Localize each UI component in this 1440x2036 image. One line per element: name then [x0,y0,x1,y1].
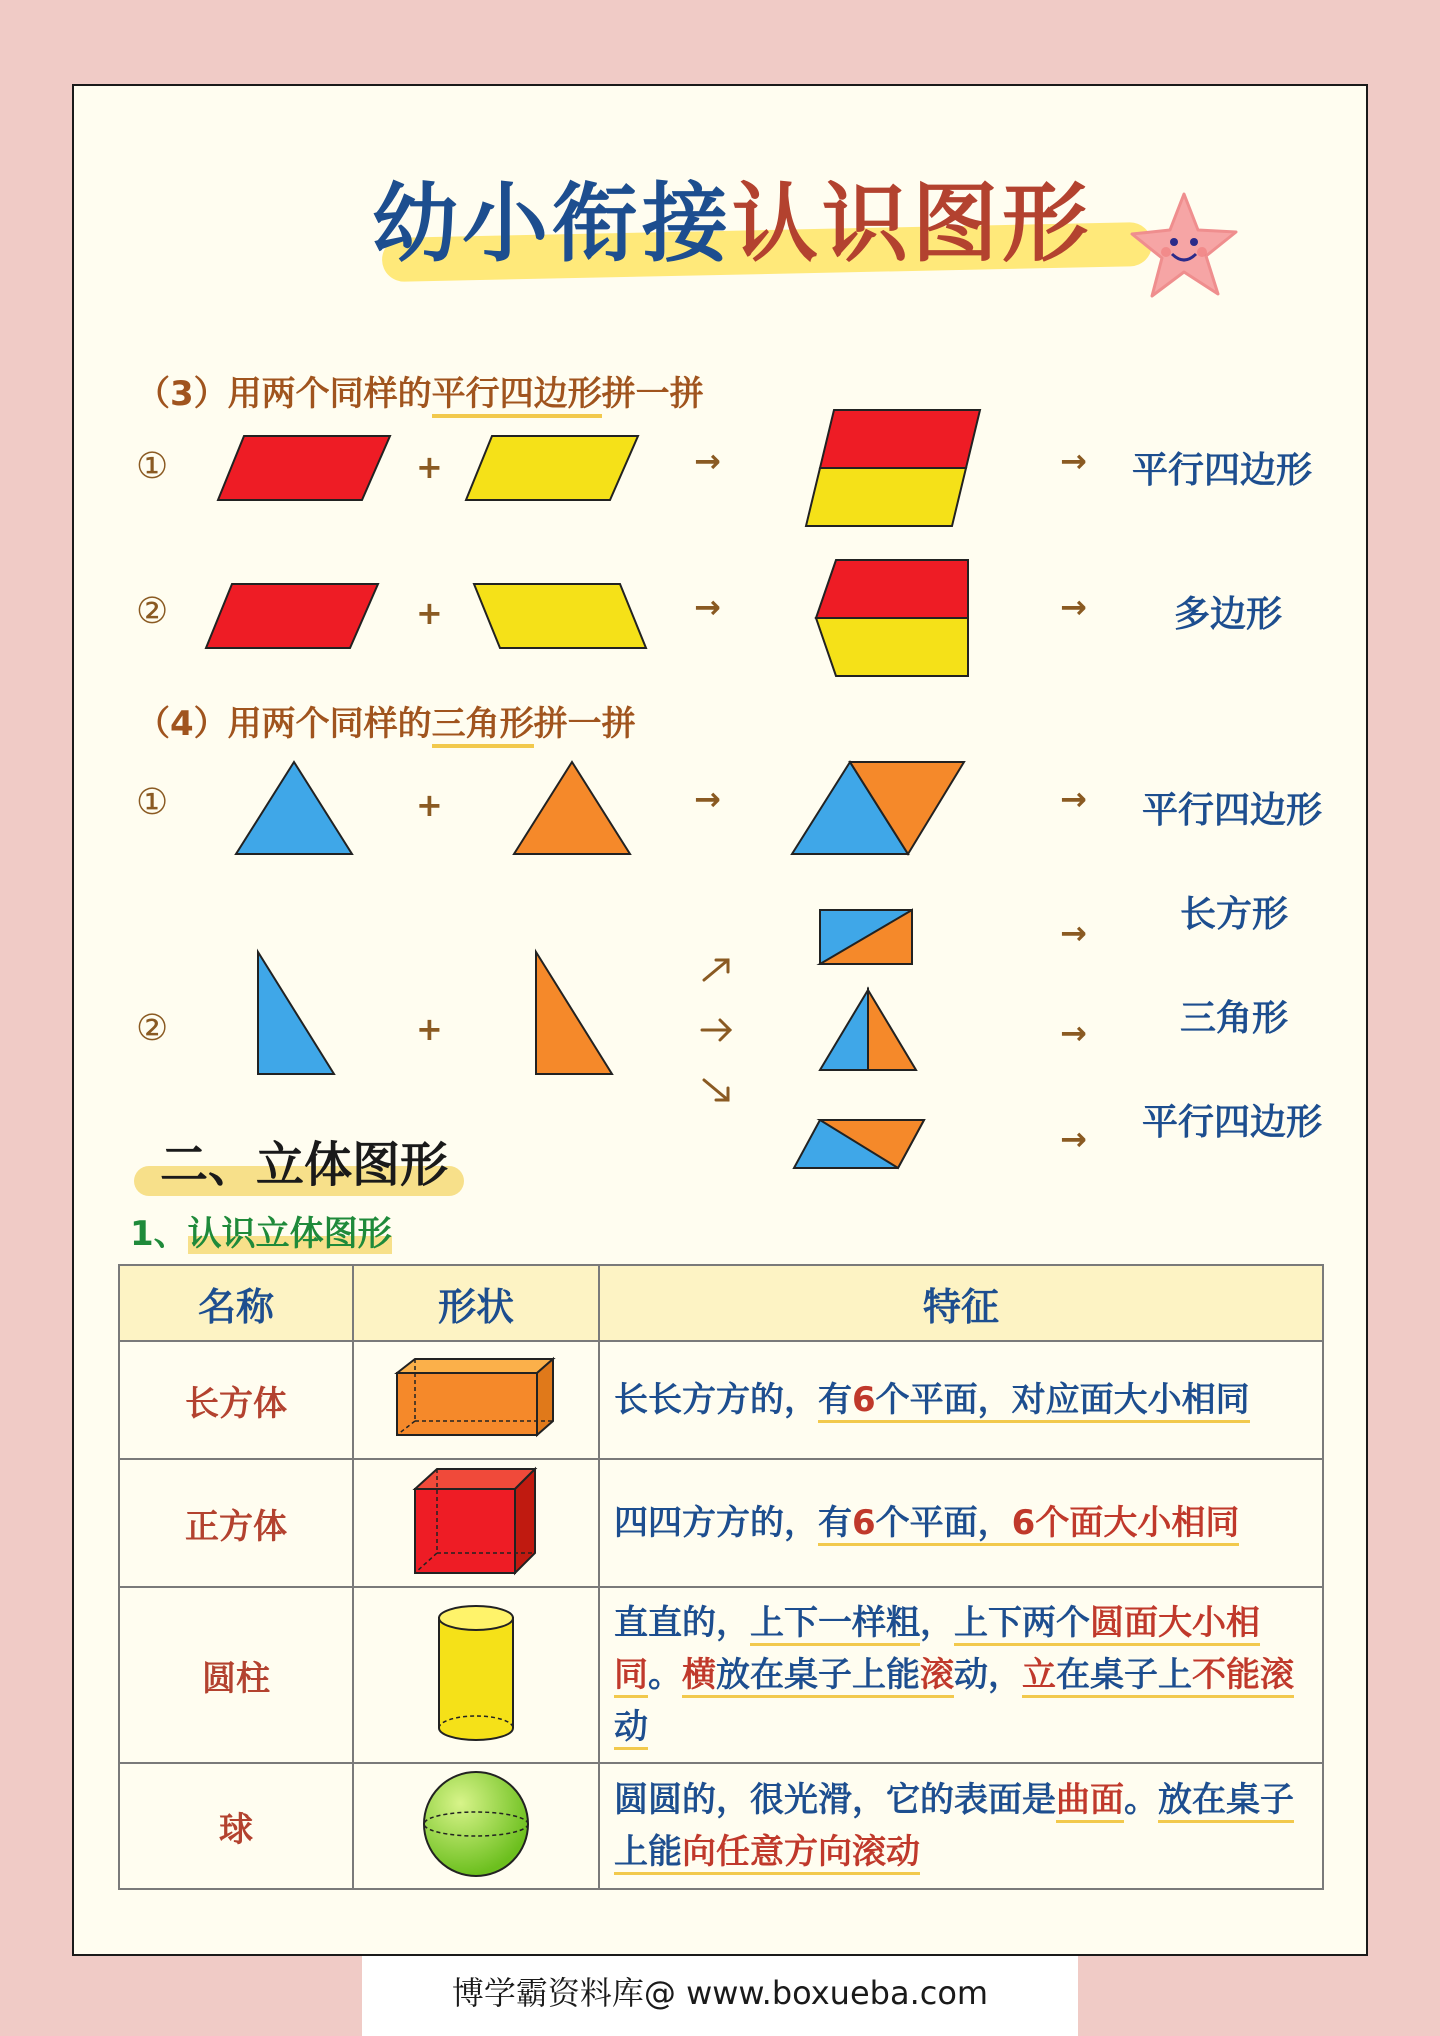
arrow: → [1060,1014,1087,1052]
arrow: → [1060,1120,1087,1158]
table-row [119,1763,1323,1889]
orange-right-triangle [532,948,616,1078]
arrow: → [1060,914,1087,952]
table-row [119,1587,1323,1763]
result-label: 多边形 [1174,594,1283,635]
cuboid-icon [391,1355,561,1441]
shape-name: 圆柱 [119,1587,353,1763]
branch-arrows-icon [698,950,738,1110]
arrow: → [1060,780,1087,818]
table-row [119,1341,1323,1459]
yellow-parallelogram [462,432,642,504]
arrow: → [694,780,721,818]
result-label: 长方形 [1180,894,1289,935]
sphere-icon [416,1768,536,1880]
header-feature: 特征 [599,1265,1323,1341]
header-shape: 形状 [353,1265,599,1341]
solid-shapes-table [118,1264,1324,1890]
feature-text: 直直的，上下一样粗，上下两个圆面大小相同。横放在桌子上能滚动，立在桌子上不能滚动 [599,1587,1323,1763]
feature-text: 长长方方的，有6个平面，对应面大小相同 [599,1341,1323,1459]
blue-right-triangle [254,948,338,1078]
table-header-row [119,1265,1323,1341]
red-parallelogram [214,432,394,504]
row-number: ① [136,782,169,823]
combined-polygon [814,556,974,680]
plus-sign: + [416,786,443,824]
blue-triangle [232,758,356,858]
title-part2: 认识图形 [732,174,1092,274]
plus-sign: + [416,448,443,486]
section4-heading: （4）用两个同样的三角形拼一拼 [136,696,636,745]
header-name: 名称 [119,1265,353,1341]
table-row [119,1459,1323,1587]
cube-icon [411,1465,541,1577]
rectangle-from-triangles [816,906,916,968]
arrow: → [694,442,721,480]
result-label: 平行四边形 [1142,1102,1323,1143]
triangle-from-triangles [816,986,920,1074]
footer-watermark: 博学霸资料库@ www.boxueba.com [362,1956,1078,2036]
title-part1: 幼小衔接 [372,174,732,274]
page-title [372,164,1192,284]
feature-text: 圆圆的，很光滑，它的表面是曲面。放在桌子上能向任意方向滚动 [599,1763,1323,1889]
subheading-know-3d: 1、认识立体图形 [130,1214,392,1254]
red-parallelogram [202,580,382,652]
shape-name: 正方体 [119,1459,353,1587]
combined-triangle-parallelogram [788,758,968,858]
result-label: 三角形 [1180,998,1289,1039]
arrow: → [1060,442,1087,480]
worksheet-page [72,84,1368,1956]
heading-3d-shapes: 二、立体图形 [134,1126,474,1196]
yellow-parallelogram [470,580,650,652]
section3-highlight: 平行四边形 [432,374,602,418]
result-label: 平行四边形 [1142,790,1323,831]
plus-sign: + [416,1010,443,1048]
row-number: ② [136,1008,169,1049]
row-number: ① [136,446,169,487]
feature-text: 四四方方的，有6个平面，6个面大小相同 [599,1459,1323,1587]
section3-heading: （3）用两个同样的平行四边形拼一拼 [136,366,704,415]
star-mascot-icon [1124,186,1244,306]
shape-name: 球 [119,1763,353,1889]
shape-name: 长方体 [119,1341,353,1459]
arrow: → [1060,588,1087,626]
cylinder-icon [431,1598,521,1748]
section4-highlight: 三角形 [432,704,534,748]
row-number: ② [136,591,169,632]
result-label: 平行四边形 [1132,450,1313,491]
combined-parallelogram [804,406,984,530]
parallelogram-from-triangles [790,1116,928,1172]
arrow: → [694,588,721,626]
plus-sign: + [416,594,443,632]
orange-triangle [510,758,634,858]
